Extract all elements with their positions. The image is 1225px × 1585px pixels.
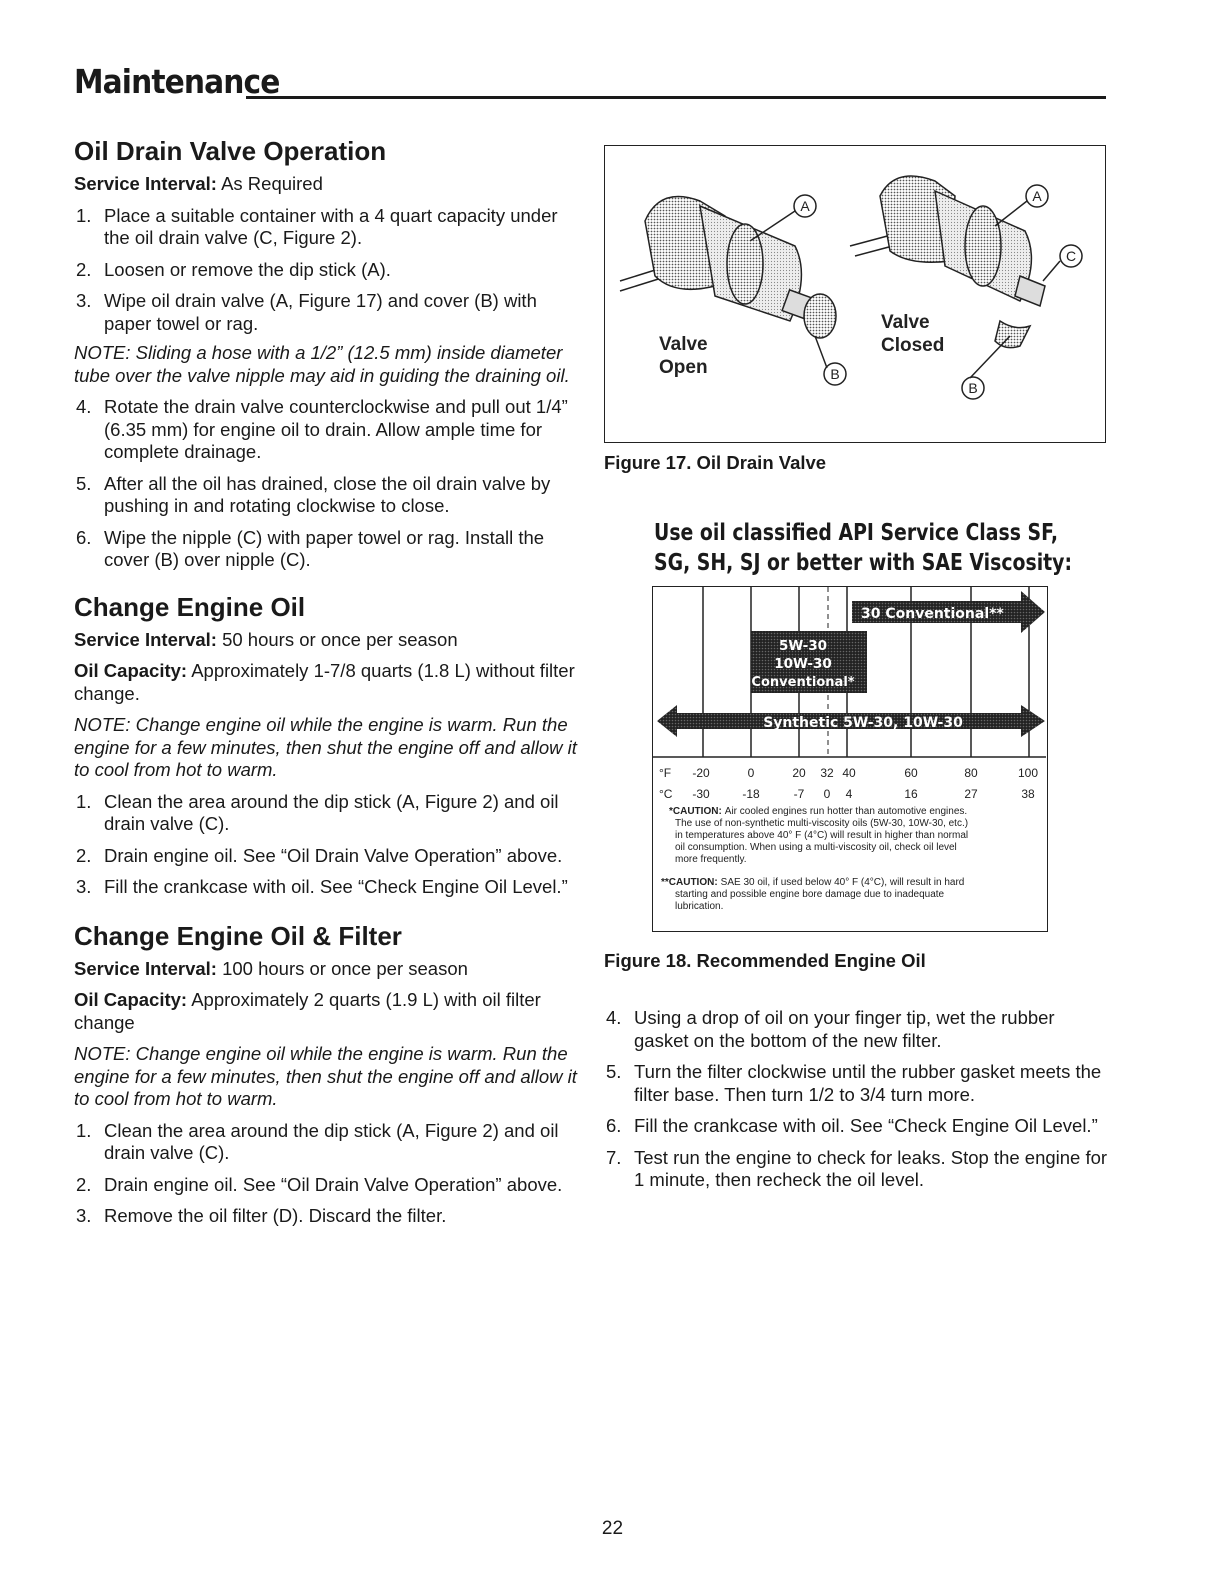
svg-text:5W-30: 5W-30 [778,638,828,654]
callout-c: C [1065,248,1077,264]
note-warm-engine: NOTE: Change engine oil while the engine is warm. Run the engine for a few minutes, then shut the engine off and allow it to cool from hot to warm. [74,1043,577,1109]
callout-a: A [800,198,810,214]
bar-synthetic-label: Synthetic 5W-30, 10W-30 [763,715,963,731]
drain-steps-a [74,205,579,336]
tick-c: 0 [823,787,831,801]
service-interval: Service Interval: 50 hours or once per season [74,628,458,650]
oil-drain-valve-illustration [605,146,1105,442]
section-title-change-oil-filter: Change Engine Oil & Filter [74,920,402,951]
label-valve-open: Open [659,357,708,378]
callout-a: A [1032,188,1042,204]
drain-steps-b [74,396,579,572]
tick-c: -7 [793,787,805,801]
figure18-caption: Figure 18. Recommended Engine Oil [604,950,926,971]
tick-f: -20 [692,766,710,780]
tick-f: 100 [1017,766,1039,780]
service-interval: Service Interval: As Required [74,173,323,194]
tick-f: 40 [842,766,856,780]
list-item: 1. Clean the area around the dip stick (A, Figure 2) and oil drain valve (C). [76,1119,559,1163]
page-title: Maintenance [74,62,280,101]
change-filter-steps-continued [604,1007,1109,1192]
list-item: 3. Fill the crankcase with oil. See “Check Engine Oil Level.” [76,876,568,897]
section-title-oil-drain-valve: Oil Drain Valve Operation [74,136,387,166]
viscosity-chart [652,586,1048,932]
svg-text:in temperatures above 40° F (4: in temperatures above 40° F (4°C) will result in higher than normal [675,830,969,841]
oil-capacity: Oil Capacity: Approximately 1-7/8 quarts (1.8 L) without filter change. [74,660,575,704]
label-valve-open: Valve [659,334,708,355]
bar-30-label: 30 Conventional** [861,606,1004,622]
list-item: 1. Place a suitable container with a 4 quart capacity under the oil drain valve (C, Figure 2). [76,204,558,248]
list-item: 4. Rotate the drain valve counterclockwise and pull out 1/4” (6.35 mm) for engine oil to drain. Allow ample time for complete drainage. [76,396,568,462]
viscosity-chart-graphic [653,587,1046,930]
list-item: 2. Drain engine oil. See “Oil Drain Valve Operation” above. [76,844,563,866]
list-item: 3. Remove the oil filter (D). Discard the filter. [76,1205,447,1226]
label-valve-closed: Valve [881,312,930,333]
tick-c: 38 [1021,787,1035,801]
unit-f: °F [659,766,672,780]
svg-text:oil consumption. When using a: oil consumption. When using a multi-viscosity oil, check oil level [675,842,957,853]
note-warm-engine: NOTE: Change engine oil while the engine is warm. Run the engine for a few minutes, then shut the engine off and allow it to cool from hot to warm. [74,714,577,780]
section-title-change-oil: Change Engine Oil [74,591,306,622]
svg-text:10W-30: 10W-30 [774,656,832,672]
note-hose: NOTE: Sliding a hose with a 1/2” (12.5 mm) inside diameter tube over the valve nipple may aid in guiding the draining oil. [74,342,570,386]
list-item: 5. Turn the filter clockwise until the rubber gasket meets the filter base. Then turn 1/2 to 3/4 turn more. [606,1061,1102,1105]
tick-f: 20 [792,766,806,780]
list-item: 6. Fill the crankcase with oil. See “Check Engine Oil Level.” [606,1115,1098,1136]
oil-capacity: Oil Capacity: Approximately 2 quarts (1.9 L) with oil filter change [74,989,541,1033]
tick-f: 80 [964,766,978,780]
change-filter-steps [74,1120,579,1228]
tick-f: 0 [747,766,755,780]
tick-c: 16 [904,787,918,801]
tick-c: -30 [692,787,710,801]
svg-text:starting and possible engine b: starting and possible engine bore damage due to inadequate [675,889,945,900]
svg-text:lubrication.: lubrication. [675,901,724,912]
list-item: 5. After all the oil has drained, close the oil drain valve by pushing in and rotating clockwise to close. [76,472,551,516]
tick-c: 4 [845,787,853,801]
callout-b: B [968,380,978,396]
change-oil-steps [74,791,579,899]
list-item: 4. Using a drop of oil on your finger tip, wet the rubber gasket on the bottom of the new filter. [606,1007,1055,1051]
tick-f: 60 [904,766,918,780]
header-rule [246,96,1106,99]
page-number: 22 [601,1518,624,1539]
figure-oil-drain-valve [604,145,1106,443]
svg-text:*CAUTION:Air cooled engines ru: *CAUTION: Air cooled engines run hotter than automotive engines. [669,806,968,817]
oil-classification-heading: Use oil classified API Service Class SF, SG, SH, SJ or better with SAE Viscosity: [654,520,1073,576]
list-item: 3. Wipe oil drain valve (A, Figure 17) and cover (B) with paper towel or rag. [76,290,537,334]
list-item: 1. Clean the area around the dip stick (A, Figure 2) and oil drain valve (C). [76,790,559,834]
valve-closed-drawing [850,176,1045,348]
list-item: 6. Wipe the nipple (C) with paper towel or rag. Install the cover (B) over nipple (C). [76,526,545,570]
list-item: 2. Loosen or remove the dip stick (A). [76,258,391,280]
list-item: 2. Drain engine oil. See “Oil Drain Valve Operation” above. [76,1173,563,1195]
left-column [74,136,579,1228]
list-item: 7. Test run the engine to check for leaks. Stop the engine for 1 minute, then recheck the oil level. [606,1146,1108,1190]
svg-text:**CAUTION:SAE 30 oil, if used: **CAUTION: SAE 30 oil, if used below 40° F (4°C), will result in hard [661,877,965,888]
svg-text:Conventional*: Conventional* [751,675,855,690]
svg-text:more frequently.: more frequently. [675,854,747,865]
valve-open-drawing [620,197,836,339]
tick-f: 32 [820,766,834,780]
callout-b: B [830,366,840,382]
svg-text:The use of non-synthetic multi: The use of non-synthetic multi-viscosity oils (5W-30, 10W-30, etc.) [675,818,969,829]
tick-c: -18 [742,787,760,801]
unit-c: °C [659,787,673,801]
label-valve-closed: Closed [881,335,945,356]
page-header [74,62,1106,102]
service-interval: Service Interval: 100 hours or once per season [74,957,468,979]
figure17-caption: Figure 17. Oil Drain Valve [604,452,827,473]
tick-c: 27 [964,787,978,801]
